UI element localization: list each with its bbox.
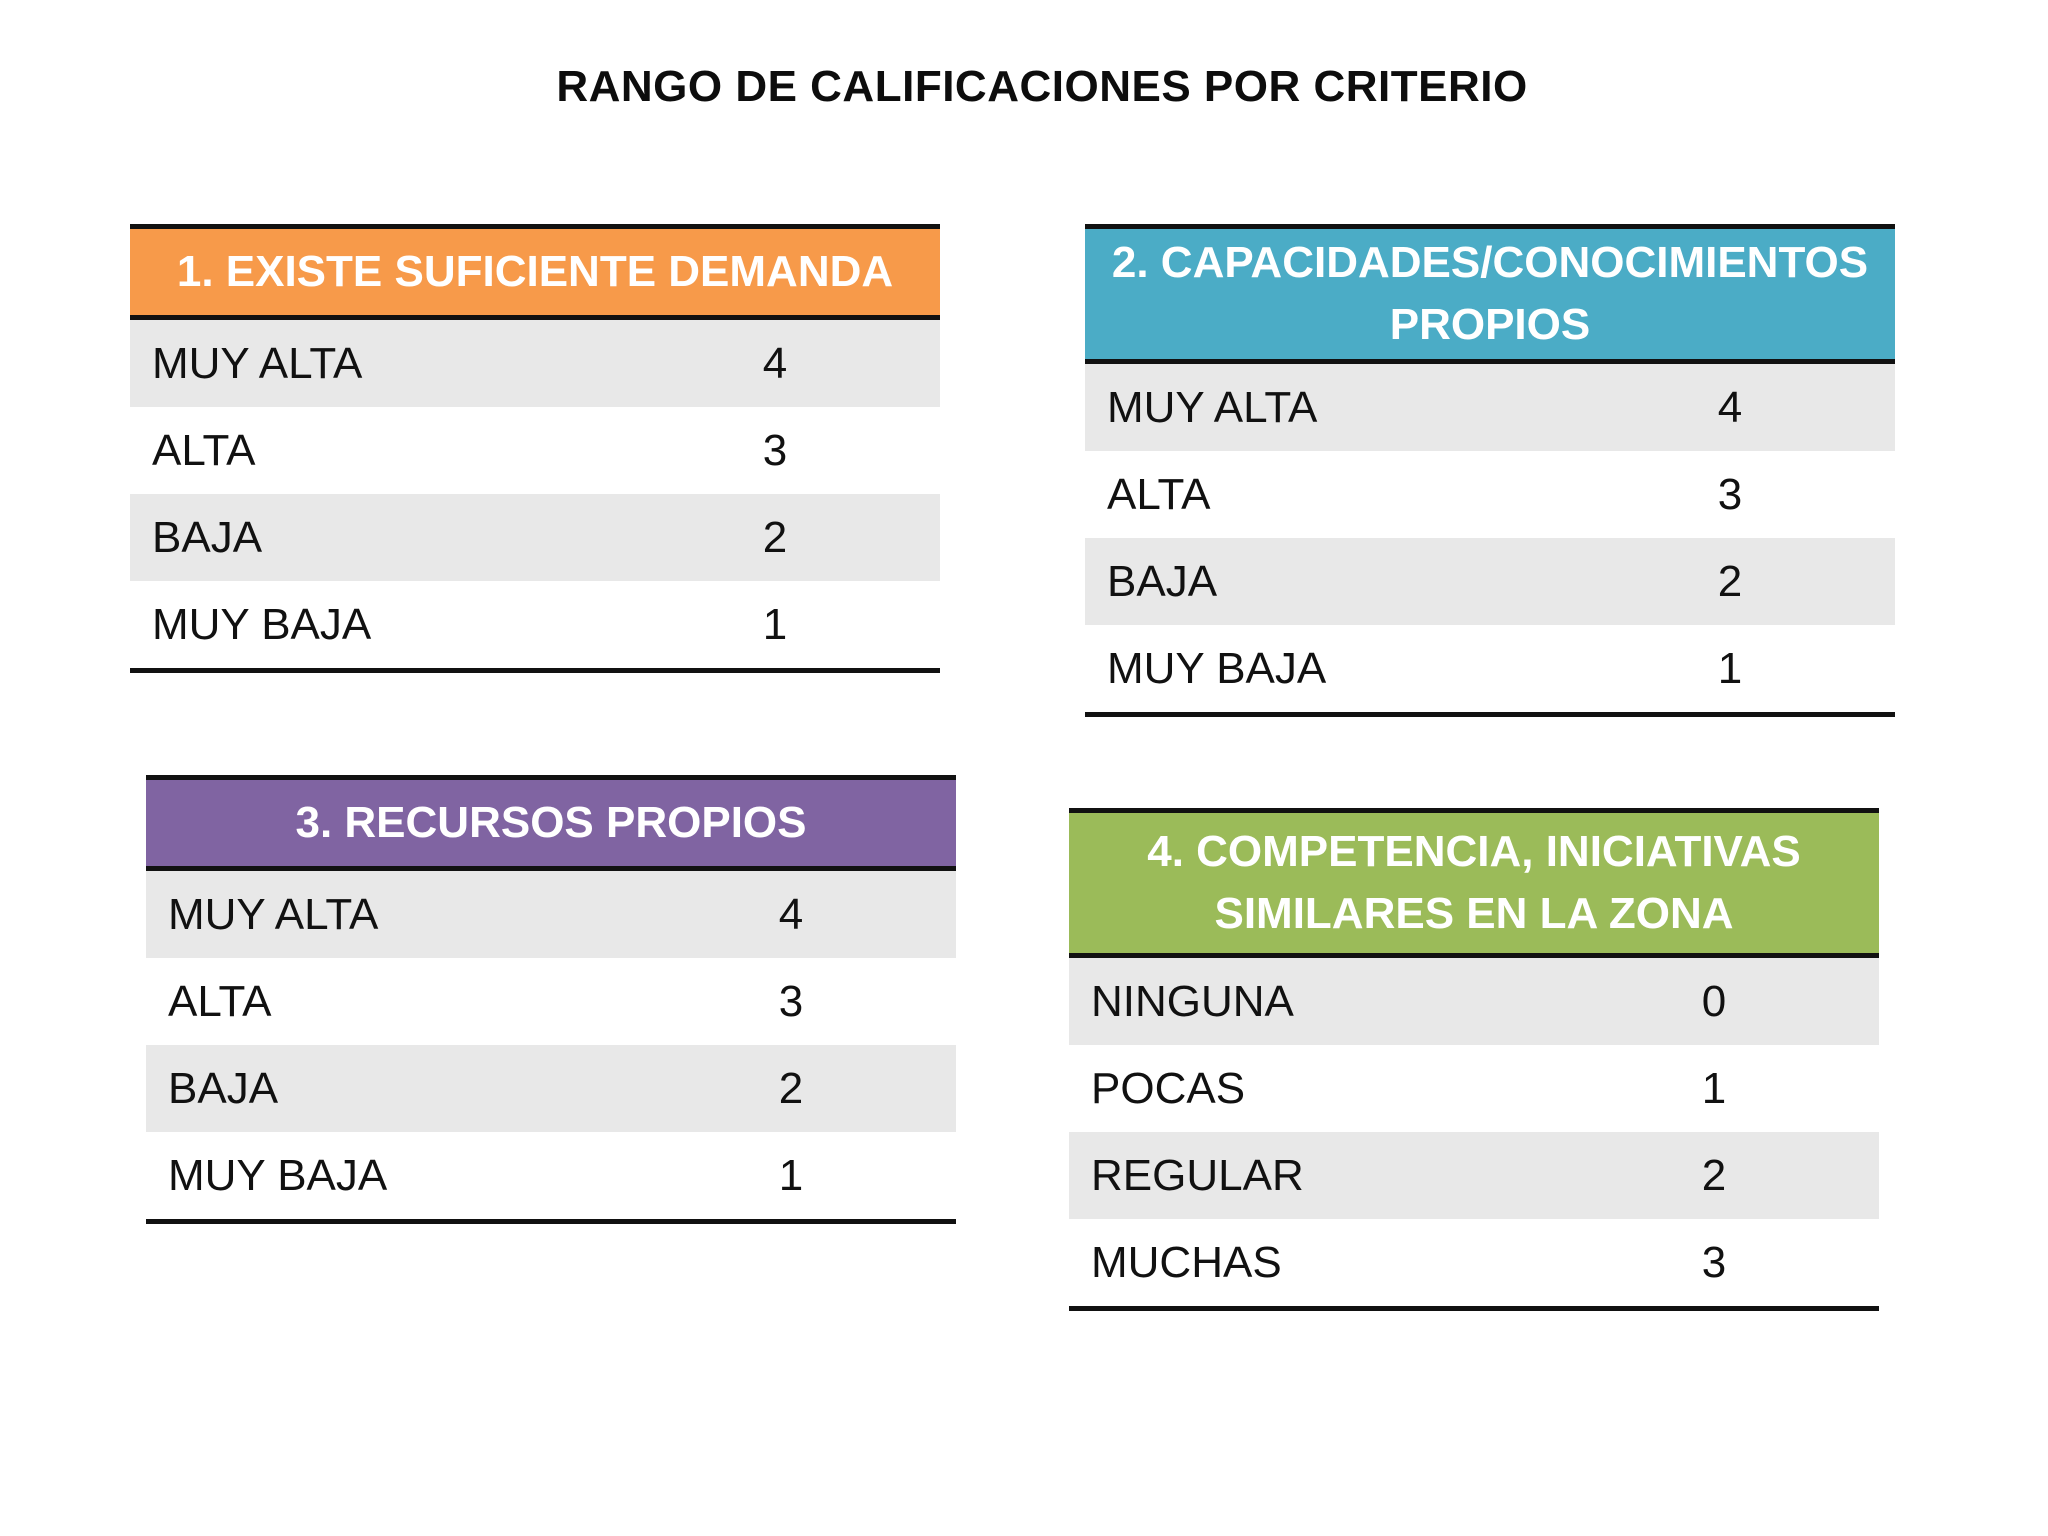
table-row [146,1045,956,1132]
table-row [1069,1132,1879,1219]
row-value: 2 [778,1063,804,1113]
row-label: MUY ALTA [152,338,363,388]
table-body [1085,364,1895,712]
row-value: 4 [762,338,788,388]
table-row [1069,958,1879,1045]
table-row [1085,451,1895,538]
row-label: ALTA [152,425,256,475]
table-header-line: SIMILARES EN LA ZONA [1214,889,1734,938]
criterion-table-competition [1069,808,1879,1311]
table-row [130,320,940,407]
row-label: POCAS [1091,1063,1246,1113]
table-header: 3. RECURSOS PROPIOS [146,780,956,871]
table-header-line: PROPIOS [1389,300,1591,349]
table-row [1069,1219,1879,1306]
table-row [130,494,940,581]
row-label: MUY BAJA [152,599,372,649]
table-header: 1. EXISTE SUFICIENTE DEMANDA [130,229,940,320]
row-label: MUY BAJA [1107,643,1327,693]
table-header [1069,813,1879,958]
table-row [130,581,940,668]
row-value: 3 [762,425,788,475]
table-row [1085,625,1895,712]
table-row [146,958,956,1045]
row-value: 1 [778,1150,804,1200]
table-body [146,871,956,1219]
row-value: 2 [1701,1150,1727,1200]
table-row [130,407,940,494]
table-row [1085,364,1895,451]
table-row [146,1132,956,1219]
row-label: BAJA [1107,556,1218,606]
row-value: 1 [1717,643,1743,693]
row-value: 3 [778,976,804,1026]
table-row [146,871,956,958]
table-header-line: 2. CAPACIDADES/CONOCIMIENTOS [1111,238,1869,287]
row-value: 0 [1701,976,1727,1026]
row-value: 4 [1717,382,1743,432]
table-body [130,320,940,668]
table-header-line: 4. COMPETENCIA, INICIATIVAS [1147,827,1801,876]
table-header [1085,229,1895,364]
row-label: MUY BAJA [168,1150,388,1200]
row-label: MUCHAS [1091,1237,1282,1287]
row-value: 2 [762,512,788,562]
row-label: MUY ALTA [168,889,379,939]
table-body [1069,958,1879,1306]
row-value: 4 [778,889,804,939]
table-row [1069,1045,1879,1132]
criterion-table-demand [130,224,940,673]
row-value: 2 [1717,556,1743,606]
row-value: 3 [1717,469,1743,519]
row-value: 1 [762,599,788,649]
row-label: NINGUNA [1091,976,1294,1026]
row-label: BAJA [152,512,263,562]
row-label: ALTA [168,976,272,1026]
table-row [1085,538,1895,625]
page-title: RANGO DE CALIFICACIONES POR CRITERIO [556,62,1528,111]
row-label: ALTA [1107,469,1211,519]
row-label: MUY ALTA [1107,382,1318,432]
row-label: BAJA [168,1063,279,1113]
row-value: 1 [1701,1063,1727,1113]
criterion-table-resources [146,775,956,1224]
row-value: 3 [1701,1237,1727,1287]
row-label: REGULAR [1091,1150,1304,1200]
criterion-table-capacities [1085,224,1895,717]
